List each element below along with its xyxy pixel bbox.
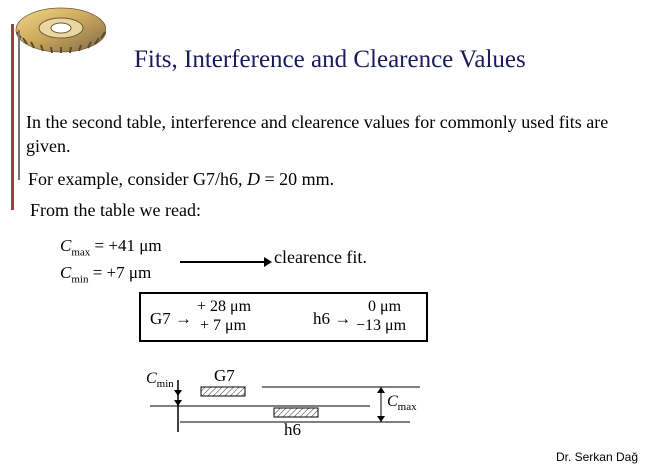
h6-zone <box>274 408 318 417</box>
g7-label: G7 → <box>150 309 193 328</box>
h6-upper-deviation: 0 μm <box>368 298 402 315</box>
accent-bar-secondary <box>18 30 20 180</box>
example-prefix: For example, consider G7/h6, <box>28 169 247 189</box>
slide-title: Fits, Interference and Clearence Values <box>134 46 526 73</box>
gear-icon <box>6 2 106 82</box>
diagram-cmin-label <box>146 370 174 390</box>
diagram-h6-label: h6 <box>284 420 301 439</box>
accent-bar <box>11 24 14 210</box>
cmin-formula <box>60 263 151 285</box>
cmax-symbol: C <box>60 236 72 255</box>
diagram-cmin-subscript: min <box>156 378 174 391</box>
h6-label: h6 → <box>313 309 352 328</box>
g7-zone <box>201 387 245 396</box>
cmax-subscript: max <box>71 246 91 259</box>
cmax-formula <box>60 236 162 258</box>
diagram-cmin-symbol: C <box>146 370 157 387</box>
diagram-cmax-subscript: max <box>397 401 417 414</box>
example-suffix: = 20 mm. <box>259 169 335 189</box>
read-line: From the table we read: <box>30 200 201 220</box>
cmax-value: = +41 μm <box>90 236 162 255</box>
diagram-cmax-symbol: C <box>387 393 398 410</box>
cmin-symbol: C <box>60 263 72 282</box>
diagram-g7-label: G7 <box>214 366 235 385</box>
h6-lower-deviation: −13 μm <box>356 317 407 334</box>
cmin-subscript: min <box>71 273 89 286</box>
example-line <box>28 169 334 190</box>
cmin-value: = +7 μm <box>88 263 152 282</box>
footer-author: Dr. Serkan Dağ <box>555 450 638 464</box>
diagram-cmax-label <box>387 393 417 413</box>
example-variable: D <box>246 169 260 189</box>
g7-lower-deviation: + 7 μm <box>200 317 247 334</box>
g7-upper-deviation: + 28 μm <box>197 298 252 315</box>
fit-type-label: clearence fit. <box>274 247 367 267</box>
intro-paragraph: In the second table, interference and clearence values for commonly used fits are given. <box>26 112 609 156</box>
arrow-right-icon <box>180 256 272 268</box>
tolerance-zone-diagram <box>0 360 648 440</box>
